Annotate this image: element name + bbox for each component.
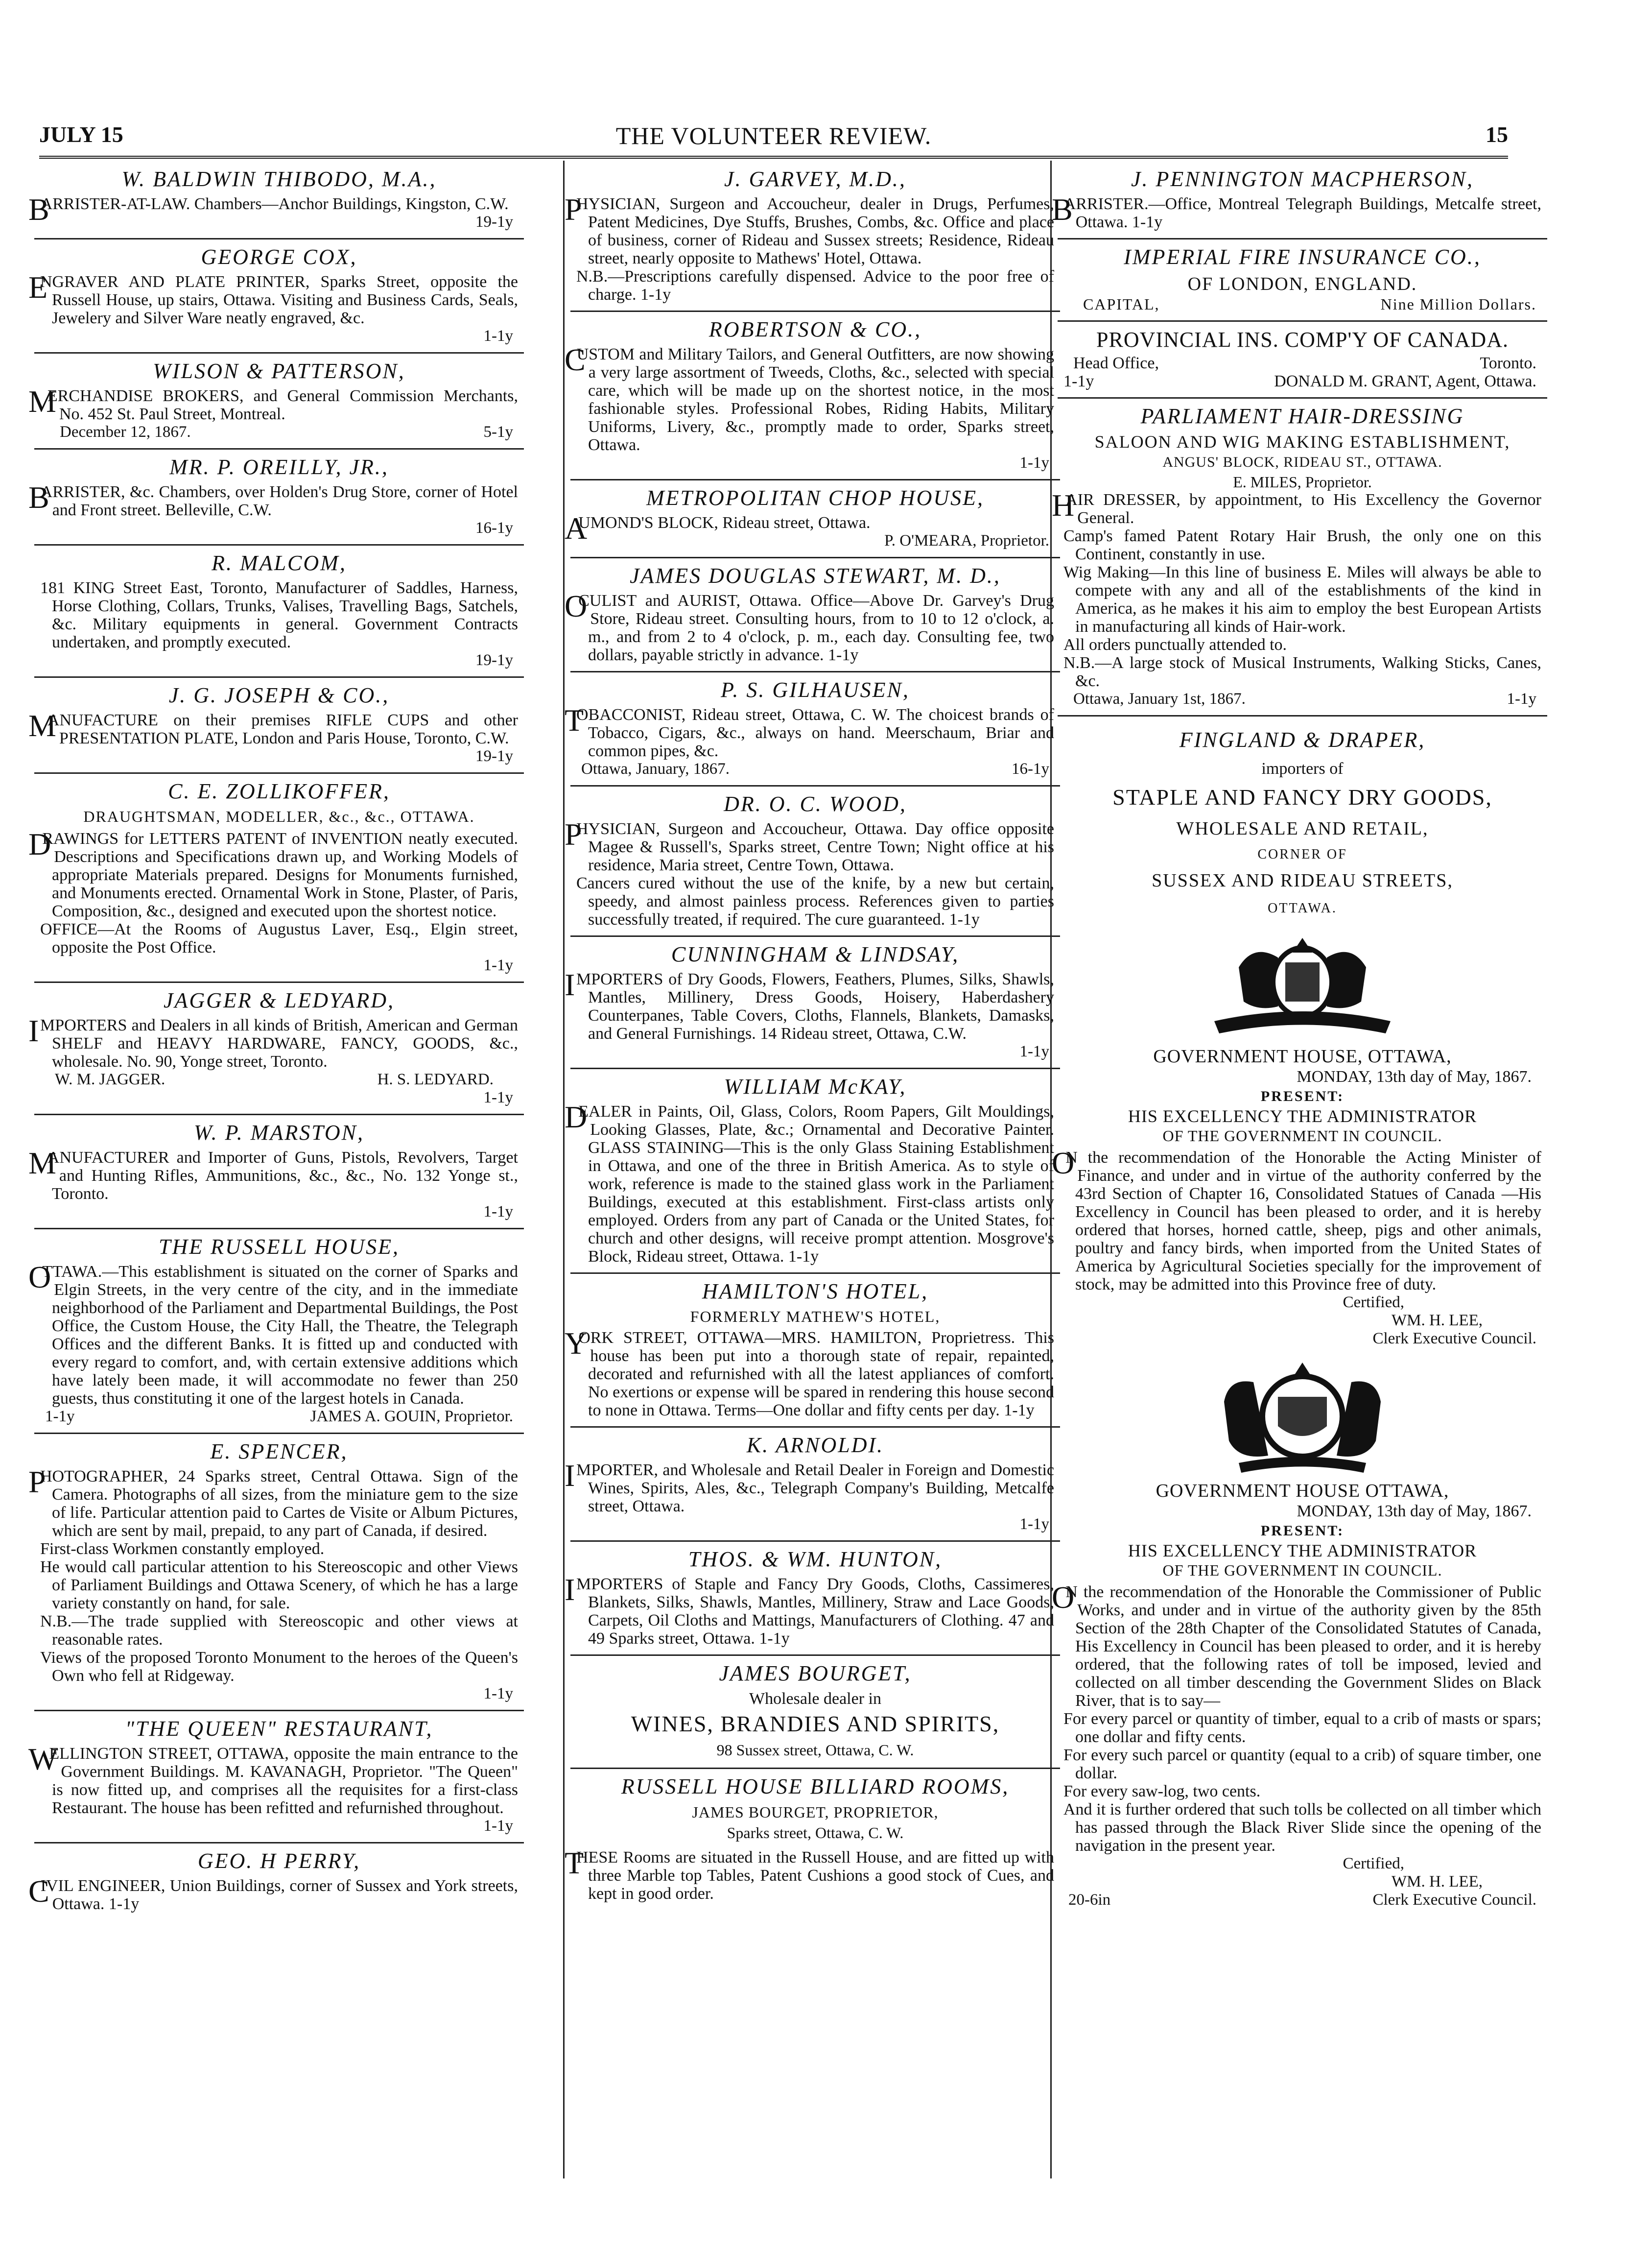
- ad-code: 1-1y: [949, 910, 980, 929]
- drop-cap: P: [28, 1464, 46, 1499]
- ad-text: HESE Rooms are situated in the Russell House, and are fitted up with three Marble top Tables, Patent Cushions a good stock of Cues, and kept in good order.: [576, 1848, 1054, 1903]
- gov-notice-text: And it is further ordered that such tolls be collected on all timber which has passed through the Black River Slide since the opening of the navigation in the present year.: [1063, 1800, 1541, 1855]
- ad-jagger: JAGGER & LEDYARD, IMPORTERS and Dealers in all kinds of British, American and German SHELF and HEAVY HARDWARE, FANCY, GOODS, &c., wholesale. No. 90, Yonge street, Toronto. W. M. JAGGER. H. S. LEDYARD. 1-1y: [34, 983, 524, 1115]
- ad-bourget: [570, 1656, 1060, 1769]
- header-rule: [39, 156, 1508, 159]
- ad-code: 1-1y: [483, 1089, 513, 1106]
- ad-title: W. P. MARSTON,: [193, 1121, 365, 1145]
- ad-title: J. G. JOSEPH & CO.,: [168, 683, 390, 707]
- ad-text: ANUFACTURER and Importer of Guns, Pistols, Revolvers, Target and Hunting Rifles, Ammunitions, &c., &c., No. 132 Yonge st., Toronto.: [47, 1148, 518, 1203]
- ad-title: DR. O. C. WOOD,: [724, 792, 907, 816]
- ad-title: J. PENNINGTON MACPHERSON,: [1131, 167, 1474, 191]
- ad-text: ARRISTER.—Office, Montreal Telegraph Buildings, Metcalfe street, Ottawa.: [1063, 195, 1541, 231]
- ad-text: First-class Workmen constantly employed.: [40, 1540, 325, 1558]
- column-3: [1052, 162, 1547, 1916]
- ad-title: THOS. & WM. HUNTON,: [688, 1547, 943, 1571]
- ad-billiard-rooms: [565, 1769, 1060, 1910]
- ad-cox: [28, 239, 524, 354]
- ad-code: 16-1y: [1012, 760, 1049, 778]
- ad-code: 1-1y: [1507, 690, 1536, 708]
- ad-code: 1-1y: [1132, 213, 1163, 231]
- ad-title: METROPOLITAN CHOP HOUSE,: [646, 486, 985, 510]
- gov-notice-text: For every such parcel or quantity (equal to a crib) of square timber, one dollar.: [1063, 1746, 1541, 1782]
- page-header: [39, 121, 1508, 153]
- ad-stewart: [565, 558, 1060, 672]
- gov-notice-title: GOVERNMENT HOUSE OTTAWA,: [1156, 1481, 1449, 1501]
- ad-text: ANUFACTURE on their premises RIFLE CUPS and other PRESENTATION PLATE, London and Paris House, Toronto, C.W.: [47, 711, 518, 747]
- ad-signature: JAMES A. GOUIN, Proprietor.: [310, 1408, 513, 1425]
- ad-fingland-draper: [1052, 717, 1547, 1916]
- royal-crest-icon: [1165, 928, 1440, 1041]
- ad-garvey: [565, 162, 1060, 312]
- gov-signature: WM. H. LEE,: [1391, 1873, 1483, 1890]
- ad-text: ERCHANDISE BROKERS, and General Commission Merchants, No. 452 St. Paul Street, Montreal.: [47, 387, 518, 423]
- gov-notice-text: N the recommendation of the Honorable the Acting Minister of Finance, and under and in virtue of the authority conferred by the 43rd Section of Chapter 16, Consolidated Statues of Canada —His Excellency in Council has been pleased to order, and it is hereby ordered that horses, horned cattle, sheep, pigs and other animals, poultry and fancy birds, when imported from the United States of America by Agricultural Societies specially for the improvement of stock, may be admitted into this Province free of duty.: [1065, 1148, 1541, 1293]
- royal-coat-of-arms-icon: [1195, 1358, 1410, 1475]
- ad-line: WHOLESALE AND RETAIL,: [1176, 818, 1429, 839]
- ad-code: 1-1y: [1019, 1515, 1049, 1533]
- ad-subtitle: FORMERLY MATHEW'S HOTEL,: [690, 1308, 941, 1325]
- ad-title: W. BALDWIN THIBODO, M.A.,: [121, 167, 437, 191]
- drop-cap: M: [28, 1146, 56, 1180]
- ad-text: MPORTER, and Wholesale and Retail Dealer in Foreign and Domestic Wines, Spirits, Ales, &c., Telegraph Company's Building, Metcalfe street, Ottawa.: [576, 1461, 1054, 1515]
- ad-title: PROVINCIAL INS. COMP'Y OF CANADA.: [1096, 328, 1509, 352]
- ad-title: JAGGER & LEDYARD,: [164, 988, 395, 1012]
- ad-text: HYSICIAN, Surgeon and Accoucheur, Ottawa. Day office opposite Magee & Russell's, Sparks street, Centre Town; Night office at his residence, Maria street, Centre Town, Ottawa.: [576, 820, 1054, 874]
- gov-notice-date: MONDAY, 13th day of May, 1867.: [1297, 1502, 1532, 1520]
- ad-perry: [28, 1843, 524, 1920]
- ad-code: 5-1y: [483, 423, 513, 441]
- ad-text: AIR DRESSER, by appointment, to His Excellency the Governor General.: [1065, 491, 1541, 527]
- drop-cap: W: [28, 1742, 58, 1776]
- gov-notice-present: PRESENT:: [1260, 1523, 1345, 1539]
- ad-code: 1-1y: [1019, 1043, 1049, 1060]
- drop-cap: C: [28, 1874, 49, 1909]
- ad-title: IMPERIAL FIRE INSURANCE CO.,: [1124, 245, 1481, 269]
- ad-title: MR. P. OREILLY, JR.,: [169, 455, 389, 479]
- ad-baldwin: [28, 162, 524, 239]
- ad-headline: STAPLE AND FANCY DRY GOODS,: [1112, 785, 1492, 810]
- drop-cap: Y: [565, 1326, 588, 1361]
- ad-title: RUSSELL HOUSE BILLIARD ROOMS,: [621, 1774, 1010, 1798]
- gov-certified: Certified,: [1343, 1293, 1404, 1311]
- drop-cap: O: [565, 589, 588, 623]
- gov-notice-date: MONDAY, 13th day of May, 1867.: [1297, 1068, 1532, 1086]
- ad-text: MPORTERS of Dry Goods, Flowers, Feathers, Plumes, Silks, Shawls, Mantles, Millinery, Dress Goods, Hoisery, Haberdashery Counterpanes, Table Covers, Cloths, Flannels, Blankets, Damasks, and General Furnishings. 14 Rideau street, Ottawa, C.W.: [576, 970, 1054, 1043]
- ad-text: N.B.—The trade supplied with Stereoscopic and other views at reasonable rates.: [40, 1612, 518, 1649]
- page-date: JULY 15: [39, 122, 123, 147]
- ad-text: CULIST and AURIST, Ottawa. Office—Above Dr. Garvey's Drug Store, Rideau street. Consulting hours, from to 10 to 12 o'clock, a. m., and from 2 to 4 o'clock, p. m., each day. Consulting fee, two dollars, payable strictly in advance.: [578, 592, 1054, 664]
- ad-text: UMOND'S BLOCK, Rideau street, Ottawa.: [578, 514, 871, 532]
- ad-title: "THE QUEEN" RESTAURANT,: [125, 1717, 433, 1741]
- ad-wood: [565, 787, 1060, 937]
- gov-notice-heading: OF THE GOVERNMENT IN COUNCIL.: [1162, 1561, 1442, 1579]
- ad-code: 1-1y: [483, 957, 513, 974]
- gov-role: Clerk Executive Council.: [1372, 1891, 1536, 1909]
- ad-code: 1-1y: [1063, 372, 1094, 390]
- ad-subtitle: DRAUGHTSMAN, MODELLER, &c., &c., OTTAWA.: [83, 808, 475, 825]
- ad-signature: DONALD M. GRANT, Agent, Ottawa.: [1274, 372, 1536, 390]
- ad-code: 19-1y: [475, 651, 513, 669]
- ad-text-office: OFFICE—At the Rooms of Augustus Laver, Esq., Elgin street, opposite the Post Office.: [40, 920, 518, 957]
- ad-text: MPORTERS of Staple and Fancy Dry Goods, Cloths, Cassimeres, Blankets, Silks, Shawls, Mantles, Millinery, Straw and Lace Goods, Carpets, Oil Cloths and Mattings, Manufacturers of Clothing. 47 and 49 Sparks street, Ottawa.: [576, 1575, 1054, 1648]
- ad-text: TTAWA.—This establishment is situated on the corner of Sparks and Elgin Streets, in the very centre of the city, and in the immediate neighborhood of the Parliament and Departmental Buildings, the Post Office, the Custom House, the City Hall, the Theatre, the Telegraph Offices and the different Banks. It is fitted up and conducted with every regard to comfort, and, with certain extensive additions which have lately been made, it will accommodate no fewer than 250 guests, thus constituting it one of the largest hotels in Canada.: [42, 1263, 518, 1408]
- ad-text: ARRISTER, &c. Chambers, over Holden's Drug Store, corner of Hotel and Front street. Belleville, C.W.: [40, 483, 518, 519]
- ad-signature: W. M. JAGGER.: [55, 1071, 165, 1088]
- ad-title: CUNNINGHAM & LINDSAY,: [671, 942, 960, 966]
- column-1: [28, 162, 524, 1920]
- ad-text: Wig Making—In this line of business E. Miles will always be able to compete with any and all of the establishments of the kind in America, as he makes it his aim to employ the best European Artists in manufacturing all kinds of Hair-work.: [1063, 563, 1541, 636]
- ad-text: ELLINGTON STREET, OTTAWA, opposite the main entrance to the Government Buildings. M. KAVANAGH, Proprietor. "The Queen" is now fitted up, and comprises all the requisites for a first-class Restaurant. The house has been refitted and refurnished throughout.: [49, 1745, 518, 1817]
- ad-title: C. E. ZOLLIKOFFER,: [168, 779, 390, 803]
- ad-title: R. MALCOM,: [212, 551, 347, 575]
- ad-title: P. S. GILHAUSEN,: [721, 678, 910, 702]
- drop-cap: B: [1052, 192, 1073, 227]
- ad-title: GEO. H PERRY,: [197, 1849, 361, 1873]
- drop-cap: D: [565, 1100, 588, 1134]
- column-2: [565, 162, 1060, 1910]
- drop-cap: O: [28, 1260, 51, 1294]
- ad-russell-house: [28, 1229, 524, 1434]
- ad-subtitle: JAMES BOURGET, PROPRIETOR,: [692, 1803, 939, 1821]
- drop-cap: A: [565, 511, 588, 546]
- ad-code: 1-1y: [759, 1629, 790, 1648]
- ad-title: K. ARNOLDI.: [746, 1433, 884, 1457]
- drop-cap: B: [28, 192, 49, 227]
- ad-subtitle: Wholesale dealer in: [749, 1690, 881, 1708]
- ad-text: Cancers cured without the use of the knife, by a new but certain, speedy, and almost painless process. References given to parties successfully treated, if required. The cure guaranteed.: [576, 874, 1054, 929]
- ad-date: Ottawa, January, 1867.: [581, 760, 730, 778]
- ad-wilson: [28, 354, 524, 450]
- gov-signature: WM. H. LEE,: [1391, 1312, 1483, 1329]
- gov-notice-text: For every parcel or quantity of timber, equal to a crib of masts or spars; one dollar and fifty cents.: [1063, 1710, 1541, 1746]
- ad-marston: [28, 1115, 524, 1229]
- ad-text: USTOM and Military Tailors, and General Outfitters, are now showing a very large assortment of Tweeds, Cloths, &c., selected with special care, which will be made up on the shortest notice, in the most fashionable styles. Professional Robes, Riding Habits, Military Uniforms, Livery, &c., promptly made to order, Sparks street, Ottawa.: [576, 345, 1054, 454]
- ad-title: PARLIAMENT HAIR-DRESSING: [1140, 404, 1464, 428]
- ad-title: HAMILTON'S HOTEL,: [702, 1279, 929, 1303]
- gov-notice-heading: HIS EXCELLENCY THE ADMINISTRATOR: [1128, 1106, 1477, 1126]
- ad-code: 1-1y: [483, 1685, 513, 1702]
- ad-code: 1-1y: [483, 327, 513, 345]
- gov-role: Clerk Executive Council.: [1372, 1330, 1536, 1347]
- ad-subtitle: SALOON AND WIG MAKING ESTABLISHMENT,: [1094, 432, 1510, 452]
- ad-text: HOTOGRAPHER, 24 Sparks street, Central Ottawa. Sign of the Camera. Photographs of all sizes, from the miniature gem to the size of life. Particular attention paid to Cartes de Visite or Album Pictures, which are sent by mail, prepaid, to any part of Canada, if desired.: [40, 1467, 518, 1540]
- ad-provincial-insurance: [1058, 322, 1547, 399]
- ad-code: 1-1y: [828, 646, 859, 664]
- drop-cap: O: [1052, 1146, 1075, 1180]
- ad-text: ARRISTER-AT-LAW. Chambers—Anchor Buildings, Kingston, C.W.: [40, 195, 509, 213]
- ad-text: MPORTERS and Dealers in all kinds of British, American and German SHELF and HEAVY HARDWARE, FANCY, GOODS, &c., wholesale. No. 90, Yonge street, Toronto.: [40, 1016, 518, 1071]
- drop-cap: O: [1052, 1580, 1075, 1615]
- ad-address: Sparks street, Ottawa, C. W.: [727, 1824, 904, 1842]
- ad-text: EALER in Paints, Oil, Glass, Colors, Room Papers, Gilt Mouldings, Looking Glasses, Plate, &c.; Ornamental and Decorative Painter. GLASS STAINING—This is the only Glass Staining Establishment in Ottawa, and one of the three in British America. As to style of work, reference is made to the stained glass work in the Parliament Buildings, executed at this establishment. First-class artists only employed. Orders from any part of Canada or the United States, for church and other designs, will receive prompt attention. Mosgrove's Block, Rideau street, Ottawa.: [578, 1102, 1054, 1266]
- ad-zollikoffer: [28, 774, 524, 983]
- capital-value: Nine Million Dollars.: [1380, 295, 1536, 313]
- gov-notice-text: For every saw-log, two cents.: [1063, 1782, 1261, 1800]
- gov-notice-heading: OF THE GOVERNMENT IN COUNCIL.: [1162, 1127, 1442, 1145]
- ad-title: JAMES BOURGET,: [719, 1661, 912, 1685]
- office-label: Head Office,: [1073, 354, 1159, 372]
- ad-text: ORK STREET, OTTAWA—MRS. HAMILTON, Proprietress. This house has been put into a thorough state of repair, repainted, decorated and refurnished with all the latest appliances of comfort. No exertions or expense will be spared in rendering this house second to none in Ottawa. Terms—One dollar and fifty cents per day.: [578, 1329, 1054, 1419]
- ad-hair-dressing: [1052, 399, 1547, 717]
- ad-oreilly: [28, 450, 524, 546]
- ad-code: 1-1y: [483, 1203, 513, 1220]
- drop-cap: B: [28, 480, 49, 515]
- ad-hunton: THOS. & WM. HUNTON, IMPORTERS of Staple and Fancy Dry Goods, Cloths, Cassimeres, Blankets, Silks, Shawls, Mantles, Millinery, Straw and Lace Goods, Carpets, Oil Cloths and Mattings, Manufacturers of Clothing. 47 and 49 Sparks street, Ottawa. 1-1y: [570, 1542, 1060, 1656]
- ad-gilhausen: [565, 672, 1060, 787]
- ad-signature: H. S. LEDYARD.: [377, 1071, 494, 1088]
- ad-line: importers of: [1261, 760, 1344, 778]
- gov-notice-present: PRESENT:: [1260, 1088, 1345, 1104]
- ad-spencer: [28, 1434, 524, 1711]
- ad-code: 19-1y: [475, 213, 513, 231]
- gov-notice-title: GOVERNMENT HOUSE, OTTAWA,: [1153, 1046, 1452, 1067]
- ad-title: JAMES DOUGLAS STEWART, M. D.,: [630, 564, 1001, 588]
- ad-chop-house: [565, 480, 1060, 558]
- ad-line: SUSSEX AND RIDEAU STREETS,: [1152, 870, 1453, 891]
- ad-code: 1-1y: [788, 1247, 819, 1266]
- ad-mckay: [565, 1069, 1060, 1274]
- ad-code: 1-1y: [45, 1408, 75, 1425]
- ad-text: OBACCONIST, Rideau street, Ottawa, C. W. The choicest brands of Tobacco, Cigars, &c., always on hand. Meerschaum, Briar and common pipes, &c.: [576, 706, 1054, 760]
- ad-text: N.B.—Prescriptions carefully dispensed. Advice to the poor free of charge.: [576, 267, 1054, 304]
- ad-title: WILSON & PATTERSON,: [153, 359, 405, 383]
- ad-joseph: [28, 678, 524, 774]
- ad-robertson: [565, 312, 1060, 480]
- drop-cap: P: [565, 817, 582, 852]
- drop-cap: M: [28, 384, 56, 419]
- ad-line: CORNER OF: [1257, 847, 1347, 862]
- ad-queen-restaurant: [28, 1711, 524, 1843]
- ad-hamilton-hotel: [565, 1274, 1060, 1428]
- ad-text: RAWINGS for LETTERS PATENT of INVENTION neatly executed. Descriptions and Specifications drawn up, and Working Models of appropriate Materials prepared. Designs for Monuments furnished, and Monuments erected. Ornamental Work in Stone, Plaster, of Paris, Composition, &c., designed and executed upon the shortest notice.: [42, 830, 518, 920]
- ad-code: 1-1y: [108, 1895, 140, 1913]
- drop-cap: D: [28, 827, 51, 861]
- ad-title: WILLIAM McKAY,: [724, 1075, 907, 1099]
- ad-text: NGRAVER AND PLATE PRINTER, Sparks Street, opposite the Russell House, up stairs, Ottawa. Visiting and Business Cards, Seals, Jewelery and Silver Ware neatly engraved, &c.: [40, 273, 518, 327]
- ad-malcom: [34, 546, 524, 678]
- ad-title: GEORGE COX,: [201, 245, 357, 269]
- ad-text: HYSICIAN, Surgeon and Accoucheur, dealer in Drugs, Perfumes, Patent Medicines, Dye Stuffs, Brushes, Combs, &c. Office and place of business, corner of Rideau and Sussex streets; Residence, Rideau street, nearly opposite to Mathews' Hotel, Ottawa.: [576, 195, 1054, 267]
- gov-notice-heading: HIS EXCELLENCY THE ADMINISTRATOR: [1128, 1541, 1477, 1560]
- ad-code: 1-1y: [483, 1817, 513, 1835]
- gov-certified: Certified,: [1343, 1855, 1404, 1872]
- ad-subtitle: OF LONDON, ENGLAND.: [1187, 274, 1417, 294]
- drop-cap: T: [565, 703, 584, 738]
- ad-address: 98 Sussex street, Ottawa, C. W.: [716, 1741, 914, 1759]
- ad-code: 19-1y: [475, 747, 513, 765]
- ad-headline: WINES, BRANDIES AND SPIRITS,: [631, 1711, 1000, 1736]
- ad-text: All orders punctually attended to.: [1063, 636, 1287, 654]
- ad-date: Ottawa, January 1st, 1867.: [1073, 690, 1246, 708]
- capital-label: CAPITAL,: [1083, 295, 1160, 313]
- drop-cap: M: [28, 708, 56, 743]
- drop-cap: T: [565, 1845, 584, 1880]
- ad-signature: P. O'MEARA, Proprietor.: [884, 532, 1049, 550]
- ad-text: 181 KING Street East, Toronto, Manufacturer of Saddles, Harness, Horse Clothing, Collars, Trunks, Valises, Travelling Bags, Satchels, &c. Military equipments in general. Government Contracts undertaken, and promptly executed.: [40, 579, 518, 651]
- newspaper-title: THE VOLUNTEER REVIEW.: [615, 122, 932, 149]
- ad-address: ANGUS' BLOCK, RIDEAU ST., OTTAWA.: [1162, 454, 1442, 470]
- ad-title: ROBERTSON & CO.,: [708, 317, 922, 341]
- ad-title: THE RUSSELL HOUSE,: [158, 1235, 400, 1259]
- ad-title: J. GARVEY, M.D.,: [724, 167, 906, 191]
- ad-title: FINGLAND & DRAPER,: [1179, 728, 1426, 752]
- ad-proprietor: E. MILES, Proprietor.: [1233, 473, 1372, 491]
- office-value: Toronto.: [1480, 354, 1536, 372]
- ad-code: 1-1y: [640, 286, 671, 304]
- drop-cap: P: [565, 192, 582, 227]
- drop-cap: H: [1052, 488, 1075, 523]
- ad-cunningham: CUNNINGHAM & LINDSAY, IMPORTERS of Dry Goods, Flowers, Feathers, Plumes, Silks, Shawls, Mantles, Millinery, Dress Goods, Hoisery, Haberdashery Counterpanes, Table Covers, Cloths, Flannels, Blankets, Damasks, and General Furnishings. 14 Rideau street, Ottawa, C.W. 1-1y: [570, 937, 1060, 1069]
- ad-code: 1-1y: [1004, 1401, 1035, 1419]
- ad-line: OTTAWA.: [1268, 901, 1337, 916]
- page-number: 15: [1486, 122, 1508, 147]
- ad-text: N.B.—A large stock of Musical Instruments, Walking Sticks, Canes, &c.: [1063, 654, 1541, 690]
- drop-cap: E: [28, 270, 48, 305]
- ad-text: He would call particular attention to his Stereoscopic and other Views of Parliament Buildings and Ottawa Scenery, of which he has a large variety constantly on hand, for sale.: [40, 1558, 518, 1612]
- ad-macpherson: [1052, 162, 1547, 239]
- ad-date: December 12, 1867.: [60, 423, 191, 441]
- ad-imperial-insurance: [1058, 239, 1547, 322]
- drop-cap: C: [565, 342, 586, 377]
- ad-text: Camp's famed Patent Rotary Hair Brush, the only one on this Continent, constantly in use.: [1063, 527, 1541, 563]
- ad-title: E. SPENCER,: [210, 1439, 348, 1463]
- ad-arnoldi: K. ARNOLDI. IMPORTER, and Wholesale and Retail Dealer in Foreign and Domestic Wines, Spirits, Ales, &c., Telegraph Company's Building, Metcalfe street, Ottawa. 1-1y: [570, 1428, 1060, 1542]
- ad-code: 20-6in: [1068, 1891, 1111, 1909]
- ad-code: 16-1y: [475, 519, 513, 537]
- ad-code: 1-1y: [1019, 454, 1049, 472]
- ad-text: Views of the proposed Toronto Monument to the heroes of the Queen's Own who fell at Ridgeway.: [40, 1649, 518, 1685]
- ad-text: IVIL ENGINEER, Union Buildings, corner of Sussex and York streets, Ottawa.: [40, 1877, 518, 1913]
- gov-notice-text: N the recommendation of the Honorable the Commissioner of Public Works, and under and in virtue of the authority given by the 85th Section of the 28th Chapter of the Consolidated Statutes of Canada, His Excellency in Council has been pleased to order, and it is hereby ordered, that the following rates of toll be imposed, levied and collected on all timber descending the Government Slides on Black River, that is to say—: [1065, 1583, 1541, 1710]
